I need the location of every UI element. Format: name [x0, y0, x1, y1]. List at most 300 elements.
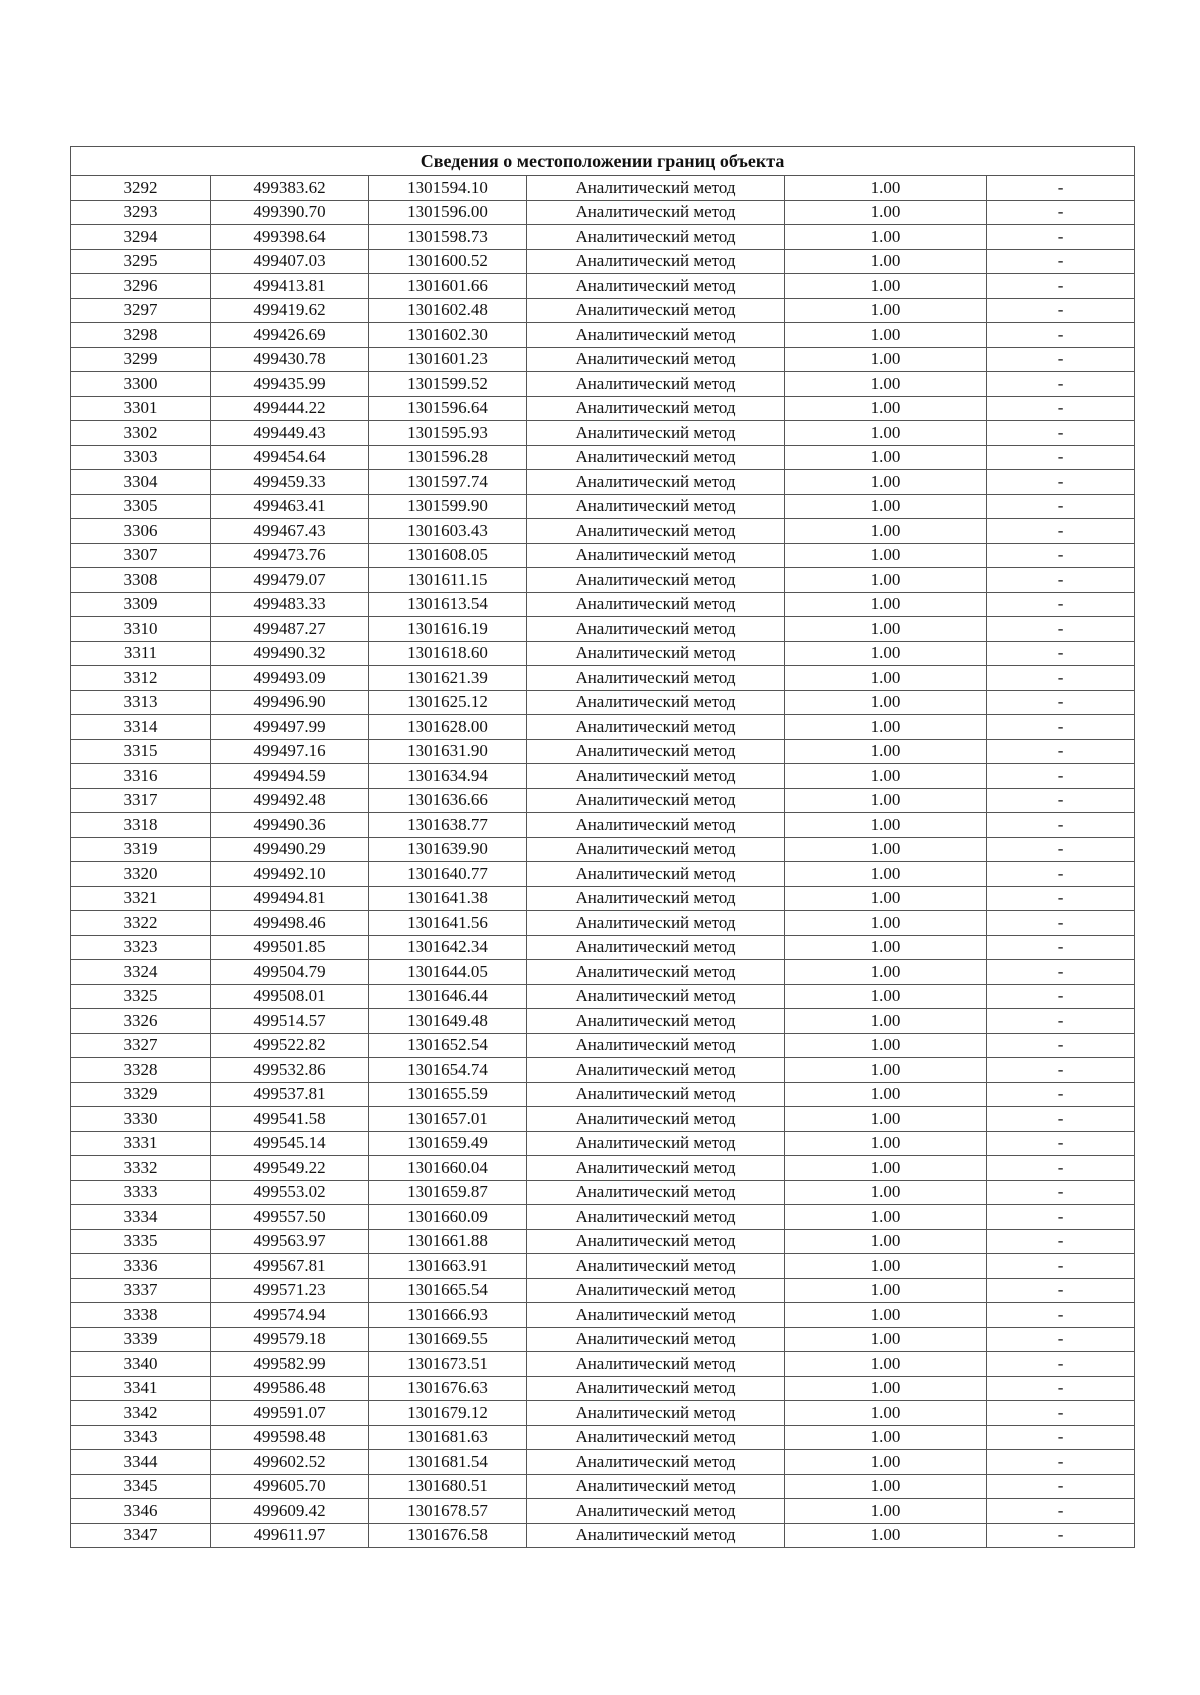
cell-x-coordinate: 499407.03 — [211, 249, 369, 274]
cell-accuracy: 1.00 — [785, 886, 987, 911]
cell-method: Аналитический метод — [527, 1156, 785, 1181]
cell-accuracy: 1.00 — [785, 984, 987, 1009]
cell-accuracy: 1.00 — [785, 837, 987, 862]
cell-accuracy: 1.00 — [785, 298, 987, 323]
table-row — [71, 641, 1135, 666]
cell-method: Аналитический метод — [527, 886, 785, 911]
cell-note: - — [987, 421, 1135, 446]
cell-accuracy: 1.00 — [785, 176, 987, 201]
cell-x-coordinate: 499490.32 — [211, 641, 369, 666]
cell-y-coordinate: 1301660.09 — [369, 1205, 527, 1230]
cell-note: - — [987, 519, 1135, 544]
cell-y-coordinate: 1301621.39 — [369, 666, 527, 691]
table-row — [71, 862, 1135, 887]
cell-x-coordinate: 499496.90 — [211, 690, 369, 715]
table-row — [71, 225, 1135, 250]
table-row — [71, 1156, 1135, 1181]
cell-method: Аналитический метод — [527, 1009, 785, 1034]
cell-y-coordinate: 1301625.12 — [369, 690, 527, 715]
cell-method: Аналитический метод — [527, 225, 785, 250]
cell-note: - — [987, 1229, 1135, 1254]
cell-point-number: 3322 — [71, 911, 211, 936]
table-row — [71, 813, 1135, 838]
cell-y-coordinate: 1301679.12 — [369, 1401, 527, 1426]
cell-y-coordinate: 1301596.64 — [369, 396, 527, 421]
cell-method: Аналитический метод — [527, 1523, 785, 1548]
cell-method: Аналитический метод — [527, 617, 785, 642]
cell-x-coordinate: 499609.42 — [211, 1499, 369, 1524]
cell-y-coordinate: 1301661.88 — [369, 1229, 527, 1254]
cell-x-coordinate: 499537.81 — [211, 1082, 369, 1107]
cell-method: Аналитический метод — [527, 1303, 785, 1328]
cell-point-number: 3345 — [71, 1474, 211, 1499]
cell-point-number: 3317 — [71, 788, 211, 813]
boundary-coordinates-table — [70, 146, 1135, 1548]
table-row — [71, 519, 1135, 544]
cell-method: Аналитический метод — [527, 1205, 785, 1230]
cell-method: Аналитический метод — [527, 1229, 785, 1254]
table-row — [71, 1229, 1135, 1254]
cell-accuracy: 1.00 — [785, 666, 987, 691]
cell-y-coordinate: 1301652.54 — [369, 1033, 527, 1058]
cell-y-coordinate: 1301601.23 — [369, 347, 527, 372]
cell-note: - — [987, 960, 1135, 985]
cell-accuracy: 1.00 — [785, 1131, 987, 1156]
cell-x-coordinate: 499383.62 — [211, 176, 369, 201]
cell-x-coordinate: 499454.64 — [211, 445, 369, 470]
cell-x-coordinate: 499390.70 — [211, 200, 369, 225]
cell-method: Аналитический метод — [527, 249, 785, 274]
cell-point-number: 3338 — [71, 1303, 211, 1328]
cell-y-coordinate: 1301596.00 — [369, 200, 527, 225]
cell-x-coordinate: 499492.10 — [211, 862, 369, 887]
table-row — [71, 1327, 1135, 1352]
cell-point-number: 3315 — [71, 739, 211, 764]
cell-method: Аналитический метод — [527, 715, 785, 740]
cell-point-number: 3333 — [71, 1180, 211, 1205]
cell-accuracy: 1.00 — [785, 1082, 987, 1107]
cell-x-coordinate: 499487.27 — [211, 617, 369, 642]
cell-point-number: 3293 — [71, 200, 211, 225]
cell-note: - — [987, 666, 1135, 691]
cell-accuracy: 1.00 — [785, 1523, 987, 1548]
cell-method: Аналитический метод — [527, 788, 785, 813]
cell-point-number: 3320 — [71, 862, 211, 887]
cell-accuracy: 1.00 — [785, 347, 987, 372]
cell-point-number: 3330 — [71, 1107, 211, 1132]
cell-x-coordinate: 499522.82 — [211, 1033, 369, 1058]
cell-x-coordinate: 499549.22 — [211, 1156, 369, 1181]
cell-y-coordinate: 1301641.38 — [369, 886, 527, 911]
cell-method: Аналитический метод — [527, 1450, 785, 1475]
table-row — [71, 568, 1135, 593]
cell-y-coordinate: 1301596.28 — [369, 445, 527, 470]
cell-y-coordinate: 1301599.52 — [369, 372, 527, 397]
table-row — [71, 984, 1135, 1009]
cell-method: Аналитический метод — [527, 739, 785, 764]
cell-point-number: 3327 — [71, 1033, 211, 1058]
cell-note: - — [987, 739, 1135, 764]
cell-note: - — [987, 1278, 1135, 1303]
cell-accuracy: 1.00 — [785, 1254, 987, 1279]
cell-method: Аналитический метод — [527, 445, 785, 470]
cell-accuracy: 1.00 — [785, 1425, 987, 1450]
cell-note: - — [987, 1376, 1135, 1401]
cell-point-number: 3306 — [71, 519, 211, 544]
cell-note: - — [987, 372, 1135, 397]
table-row — [71, 1278, 1135, 1303]
cell-point-number: 3309 — [71, 592, 211, 617]
table-row — [71, 935, 1135, 960]
cell-y-coordinate: 1301636.66 — [369, 788, 527, 813]
table-row — [71, 666, 1135, 691]
table-body — [71, 176, 1135, 1548]
cell-accuracy: 1.00 — [785, 225, 987, 250]
cell-y-coordinate: 1301594.10 — [369, 176, 527, 201]
cell-y-coordinate: 1301681.54 — [369, 1450, 527, 1475]
cell-method: Аналитический метод — [527, 1082, 785, 1107]
table-row — [71, 1499, 1135, 1524]
cell-note: - — [987, 1523, 1135, 1548]
cell-method: Аналитический метод — [527, 984, 785, 1009]
cell-x-coordinate: 499430.78 — [211, 347, 369, 372]
cell-point-number: 3311 — [71, 641, 211, 666]
cell-method: Аналитический метод — [527, 1107, 785, 1132]
cell-y-coordinate: 1301646.44 — [369, 984, 527, 1009]
cell-method: Аналитический метод — [527, 1278, 785, 1303]
cell-accuracy: 1.00 — [785, 1450, 987, 1475]
cell-y-coordinate: 1301641.56 — [369, 911, 527, 936]
cell-method: Аналитический метод — [527, 764, 785, 789]
cell-point-number: 3332 — [71, 1156, 211, 1181]
cell-method: Аналитический метод — [527, 1425, 785, 1450]
table-title: Сведения о местоположении границ объекта — [71, 147, 1135, 176]
cell-note: - — [987, 396, 1135, 421]
table-row — [71, 1450, 1135, 1475]
cell-point-number: 3297 — [71, 298, 211, 323]
cell-note: - — [987, 886, 1135, 911]
cell-point-number: 3347 — [71, 1523, 211, 1548]
cell-note: - — [987, 862, 1135, 887]
cell-x-coordinate: 499413.81 — [211, 274, 369, 299]
cell-method: Аналитический метод — [527, 323, 785, 348]
cell-x-coordinate: 499490.29 — [211, 837, 369, 862]
cell-x-coordinate: 499473.76 — [211, 543, 369, 568]
cell-note: - — [987, 911, 1135, 936]
cell-note: - — [987, 837, 1135, 862]
cell-accuracy: 1.00 — [785, 1009, 987, 1034]
cell-method: Аналитический метод — [527, 641, 785, 666]
cell-y-coordinate: 1301601.66 — [369, 274, 527, 299]
table-row — [71, 617, 1135, 642]
cell-method: Аналитический метод — [527, 1180, 785, 1205]
cell-x-coordinate: 499501.85 — [211, 935, 369, 960]
cell-note: - — [987, 1474, 1135, 1499]
cell-note: - — [987, 1205, 1135, 1230]
table-row — [71, 372, 1135, 397]
cell-x-coordinate: 499532.86 — [211, 1058, 369, 1083]
cell-accuracy: 1.00 — [785, 519, 987, 544]
cell-point-number: 3292 — [71, 176, 211, 201]
cell-accuracy: 1.00 — [785, 1278, 987, 1303]
cell-point-number: 3298 — [71, 323, 211, 348]
cell-y-coordinate: 1301669.55 — [369, 1327, 527, 1352]
cell-x-coordinate: 499571.23 — [211, 1278, 369, 1303]
cell-accuracy: 1.00 — [785, 1205, 987, 1230]
cell-note: - — [987, 200, 1135, 225]
cell-y-coordinate: 1301600.52 — [369, 249, 527, 274]
cell-accuracy: 1.00 — [785, 274, 987, 299]
cell-x-coordinate: 499508.01 — [211, 984, 369, 1009]
table-row — [71, 592, 1135, 617]
cell-y-coordinate: 1301602.30 — [369, 323, 527, 348]
table-row — [71, 1474, 1135, 1499]
cell-point-number: 3307 — [71, 543, 211, 568]
cell-accuracy: 1.00 — [785, 1499, 987, 1524]
cell-point-number: 3300 — [71, 372, 211, 397]
cell-accuracy: 1.00 — [785, 1376, 987, 1401]
cell-x-coordinate: 499459.33 — [211, 470, 369, 495]
cell-note: - — [987, 445, 1135, 470]
cell-x-coordinate: 499490.36 — [211, 813, 369, 838]
cell-note: - — [987, 1009, 1135, 1034]
cell-method: Аналитический метод — [527, 960, 785, 985]
cell-point-number: 3326 — [71, 1009, 211, 1034]
cell-x-coordinate: 499492.48 — [211, 788, 369, 813]
cell-point-number: 3328 — [71, 1058, 211, 1083]
cell-method: Аналитический метод — [527, 862, 785, 887]
cell-method: Аналитический метод — [527, 1033, 785, 1058]
cell-x-coordinate: 499494.81 — [211, 886, 369, 911]
cell-note: - — [987, 813, 1135, 838]
cell-method: Аналитический метод — [527, 1254, 785, 1279]
cell-note: - — [987, 715, 1135, 740]
cell-note: - — [987, 1303, 1135, 1328]
cell-method: Аналитический метод — [527, 1058, 785, 1083]
cell-method: Аналитический метод — [527, 1376, 785, 1401]
cell-point-number: 3312 — [71, 666, 211, 691]
table-row — [71, 1425, 1135, 1450]
cell-method: Аналитический метод — [527, 1499, 785, 1524]
cell-point-number: 3299 — [71, 347, 211, 372]
table-row — [71, 176, 1135, 201]
cell-method: Аналитический метод — [527, 592, 785, 617]
cell-x-coordinate: 499435.99 — [211, 372, 369, 397]
cell-x-coordinate: 499398.64 — [211, 225, 369, 250]
table-row — [71, 739, 1135, 764]
cell-accuracy: 1.00 — [785, 1401, 987, 1426]
cell-y-coordinate: 1301673.51 — [369, 1352, 527, 1377]
cell-y-coordinate: 1301634.94 — [369, 764, 527, 789]
cell-y-coordinate: 1301659.49 — [369, 1131, 527, 1156]
cell-accuracy: 1.00 — [785, 421, 987, 446]
cell-x-coordinate: 499582.99 — [211, 1352, 369, 1377]
cell-accuracy: 1.00 — [785, 617, 987, 642]
cell-point-number: 3295 — [71, 249, 211, 274]
cell-y-coordinate: 1301616.19 — [369, 617, 527, 642]
table-row — [71, 200, 1135, 225]
cell-accuracy: 1.00 — [785, 1180, 987, 1205]
table-row — [71, 1376, 1135, 1401]
cell-y-coordinate: 1301631.90 — [369, 739, 527, 764]
table-row — [71, 911, 1135, 936]
cell-method: Аналитический метод — [527, 813, 785, 838]
cell-x-coordinate: 499598.48 — [211, 1425, 369, 1450]
table-row — [71, 1401, 1135, 1426]
cell-point-number: 3305 — [71, 494, 211, 519]
cell-note: - — [987, 225, 1135, 250]
cell-x-coordinate: 499602.52 — [211, 1450, 369, 1475]
cell-y-coordinate: 1301598.73 — [369, 225, 527, 250]
cell-accuracy: 1.00 — [785, 641, 987, 666]
cell-y-coordinate: 1301681.63 — [369, 1425, 527, 1450]
cell-method: Аналитический метод — [527, 298, 785, 323]
cell-accuracy: 1.00 — [785, 323, 987, 348]
cell-y-coordinate: 1301602.48 — [369, 298, 527, 323]
cell-point-number: 3316 — [71, 764, 211, 789]
table-row — [71, 1352, 1135, 1377]
cell-accuracy: 1.00 — [785, 470, 987, 495]
cell-method: Аналитический метод — [527, 837, 785, 862]
table-row — [71, 1205, 1135, 1230]
cell-y-coordinate: 1301599.90 — [369, 494, 527, 519]
cell-point-number: 3308 — [71, 568, 211, 593]
cell-y-coordinate: 1301597.74 — [369, 470, 527, 495]
table-row — [71, 960, 1135, 985]
cell-y-coordinate: 1301659.87 — [369, 1180, 527, 1205]
table-row — [71, 690, 1135, 715]
cell-y-coordinate: 1301642.34 — [369, 935, 527, 960]
cell-note: - — [987, 1254, 1135, 1279]
cell-x-coordinate: 499574.94 — [211, 1303, 369, 1328]
cell-method: Аналитический метод — [527, 274, 785, 299]
cell-method: Аналитический метод — [527, 494, 785, 519]
cell-point-number: 3337 — [71, 1278, 211, 1303]
cell-y-coordinate: 1301644.05 — [369, 960, 527, 985]
table-row — [71, 837, 1135, 862]
cell-point-number: 3331 — [71, 1131, 211, 1156]
cell-point-number: 3334 — [71, 1205, 211, 1230]
cell-note: - — [987, 298, 1135, 323]
cell-point-number: 3341 — [71, 1376, 211, 1401]
cell-y-coordinate: 1301660.04 — [369, 1156, 527, 1181]
cell-point-number: 3324 — [71, 960, 211, 985]
cell-method: Аналитический метод — [527, 543, 785, 568]
cell-y-coordinate: 1301649.48 — [369, 1009, 527, 1034]
cell-y-coordinate: 1301676.58 — [369, 1523, 527, 1548]
table-row — [71, 764, 1135, 789]
cell-accuracy: 1.00 — [785, 592, 987, 617]
cell-point-number: 3344 — [71, 1450, 211, 1475]
cell-y-coordinate: 1301603.43 — [369, 519, 527, 544]
cell-accuracy: 1.00 — [785, 1327, 987, 1352]
cell-method: Аналитический метод — [527, 396, 785, 421]
cell-method: Аналитический метод — [527, 1352, 785, 1377]
cell-y-coordinate: 1301628.00 — [369, 715, 527, 740]
table-row — [71, 1033, 1135, 1058]
cell-method: Аналитический метод — [527, 200, 785, 225]
cell-note: - — [987, 176, 1135, 201]
cell-note: - — [987, 641, 1135, 666]
cell-accuracy: 1.00 — [785, 862, 987, 887]
cell-point-number: 3304 — [71, 470, 211, 495]
cell-method: Аналитический метод — [527, 1327, 785, 1352]
table-row — [71, 1131, 1135, 1156]
cell-method: Аналитический метод — [527, 176, 785, 201]
cell-x-coordinate: 499579.18 — [211, 1327, 369, 1352]
cell-accuracy: 1.00 — [785, 788, 987, 813]
cell-point-number: 3314 — [71, 715, 211, 740]
cell-accuracy: 1.00 — [785, 494, 987, 519]
cell-point-number: 3296 — [71, 274, 211, 299]
cell-x-coordinate: 499493.09 — [211, 666, 369, 691]
cell-y-coordinate: 1301618.60 — [369, 641, 527, 666]
cell-note: - — [987, 788, 1135, 813]
cell-x-coordinate: 499514.57 — [211, 1009, 369, 1034]
cell-accuracy: 1.00 — [785, 568, 987, 593]
cell-note: - — [987, 984, 1135, 1009]
table-row — [71, 1523, 1135, 1548]
cell-accuracy: 1.00 — [785, 690, 987, 715]
cell-point-number: 3346 — [71, 1499, 211, 1524]
cell-method: Аналитический метод — [527, 690, 785, 715]
table-row — [71, 396, 1135, 421]
cell-accuracy: 1.00 — [785, 715, 987, 740]
cell-y-coordinate: 1301611.15 — [369, 568, 527, 593]
cell-note: - — [987, 1180, 1135, 1205]
cell-note: - — [987, 274, 1135, 299]
cell-note: - — [987, 323, 1135, 348]
table-row — [71, 1009, 1135, 1034]
cell-note: - — [987, 568, 1135, 593]
cell-accuracy: 1.00 — [785, 445, 987, 470]
table-row — [71, 1107, 1135, 1132]
cell-note: - — [987, 470, 1135, 495]
cell-note: - — [987, 1499, 1135, 1524]
cell-accuracy: 1.00 — [785, 1058, 987, 1083]
cell-point-number: 3302 — [71, 421, 211, 446]
cell-point-number: 3339 — [71, 1327, 211, 1352]
cell-method: Аналитический метод — [527, 666, 785, 691]
cell-note: - — [987, 1107, 1135, 1132]
cell-x-coordinate: 499497.99 — [211, 715, 369, 740]
cell-point-number: 3321 — [71, 886, 211, 911]
cell-accuracy: 1.00 — [785, 249, 987, 274]
cell-point-number: 3310 — [71, 617, 211, 642]
cell-x-coordinate: 499497.16 — [211, 739, 369, 764]
cell-method: Аналитический метод — [527, 347, 785, 372]
cell-x-coordinate: 499483.33 — [211, 592, 369, 617]
cell-accuracy: 1.00 — [785, 1474, 987, 1499]
cell-point-number: 3335 — [71, 1229, 211, 1254]
cell-x-coordinate: 499605.70 — [211, 1474, 369, 1499]
table-row — [71, 445, 1135, 470]
cell-method: Аналитический метод — [527, 519, 785, 544]
cell-accuracy: 1.00 — [785, 911, 987, 936]
cell-note: - — [987, 494, 1135, 519]
cell-point-number: 3318 — [71, 813, 211, 838]
table-row — [71, 1254, 1135, 1279]
cell-note: - — [987, 1327, 1135, 1352]
table-row — [71, 1303, 1135, 1328]
cell-x-coordinate: 499586.48 — [211, 1376, 369, 1401]
cell-note: - — [987, 249, 1135, 274]
cell-point-number: 3343 — [71, 1425, 211, 1450]
cell-x-coordinate: 499541.58 — [211, 1107, 369, 1132]
cell-method: Аналитический метод — [527, 568, 785, 593]
cell-method: Аналитический метод — [527, 1474, 785, 1499]
cell-note: - — [987, 617, 1135, 642]
